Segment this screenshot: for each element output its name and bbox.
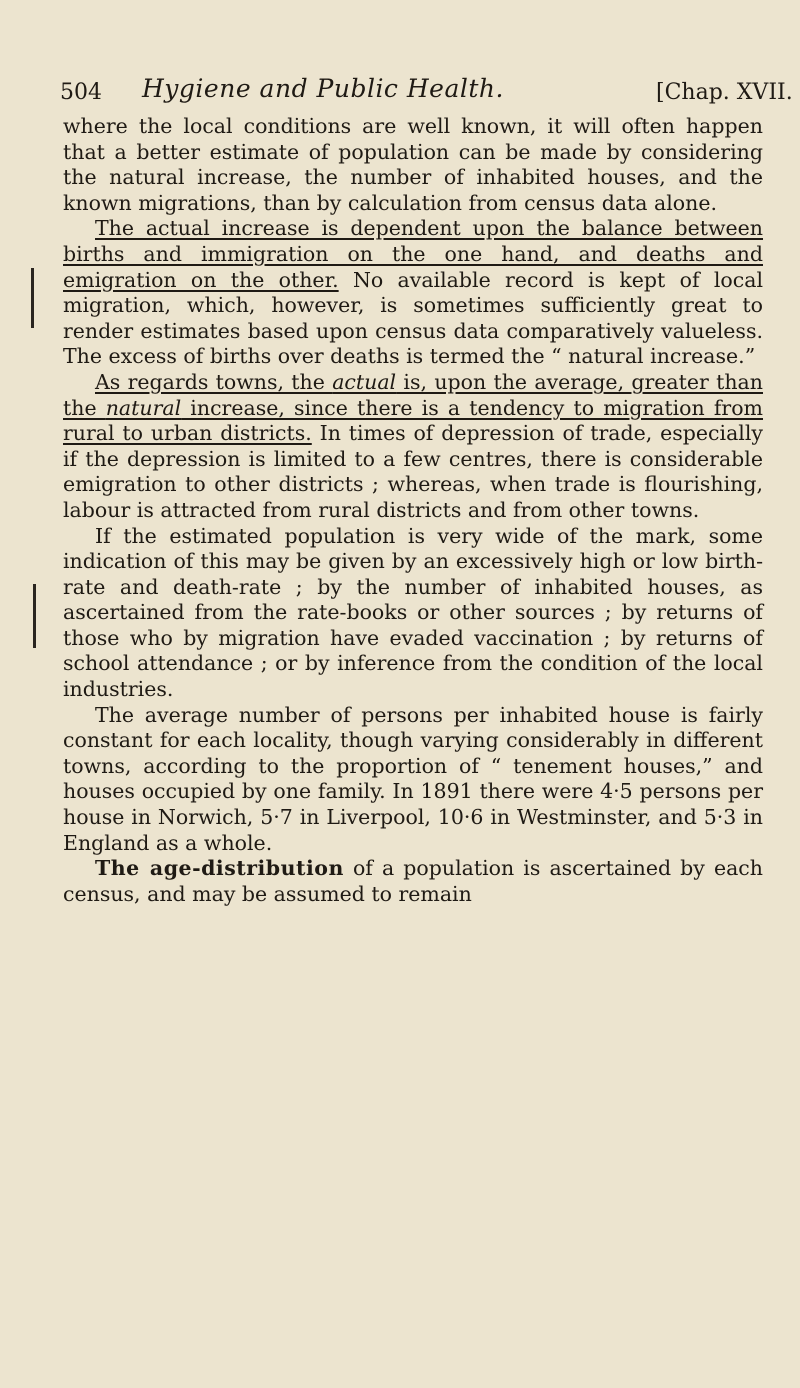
chapter-label: [Chap. XVII. bbox=[656, 80, 793, 105]
text-run: As regards towns, the bbox=[95, 369, 333, 394]
italic-word: natural bbox=[105, 395, 182, 420]
paragraph: where the local conditions are well known, it will often happen that a better estimate of population can be made by considering the natural increase, the number of inhabited houses, and the known migrations, than by calculation from census data alone. bbox=[63, 114, 763, 215]
page-number: 504 bbox=[60, 80, 102, 105]
text-run: increase, since there is a tendency to migration from rural to urban districts. bbox=[63, 395, 763, 446]
body-text bbox=[63, 114, 763, 907]
paragraph-text: In times of depression of trade, especially if the depression is limited to a few centres, there is considerable emigration to other districts ; whereas, when trade is flourishing, labour is attracted from rural districts and from other towns. bbox=[63, 421, 763, 522]
running-header bbox=[60, 74, 793, 108]
paragraph-text: No available record is kept of local migration, which, however, is sometimes sufficiently great to render estimates based upon census data comparatively valueless. The excess of births over deaths is termed the “ natural increase.” bbox=[63, 267, 763, 369]
section-heading-inline: The age-distribution bbox=[95, 856, 344, 881]
text-run: is, upon the average, greater than the bbox=[63, 369, 763, 420]
margin-bracket-mark bbox=[33, 584, 36, 648]
paragraph: The average number of persons per inhabited house is fairly constant for each locality, though varying considerably in different towns, according to the proportion of “ tenement houses,” and houses occupied by one family. In 1891 there were 4·5 persons per house in Norwich, 5·7 in Liverpool, 10·6 in Westminster, and 5·3 in England as a whole. bbox=[63, 702, 763, 855]
paragraph bbox=[63, 856, 763, 907]
margin-bracket-mark bbox=[31, 268, 34, 328]
running-title: Hygiene and Public Health. bbox=[142, 74, 504, 103]
paragraph: If the estimated population is very wide of the mark, some indication of this may be given by an excessively high or low birth-rate and death-rate ; by the number of inhabited houses, as ascertained from the rate-books or other sources ; by returns of those who by migration have evaded vaccination ; by returns of school attendance ; or by inference from the condition of the local industries. bbox=[63, 523, 763, 702]
paragraph bbox=[63, 216, 763, 370]
underlined-passage: The actual increase is dependent upon the balance between births and immigration on the one hand, and deaths and emigration on the other. bbox=[63, 216, 763, 292]
italic-word: actual bbox=[332, 369, 397, 394]
paragraph bbox=[63, 370, 763, 524]
paragraph-text: of a population is ascertained by each census, and may be assumed to remain bbox=[63, 856, 763, 906]
